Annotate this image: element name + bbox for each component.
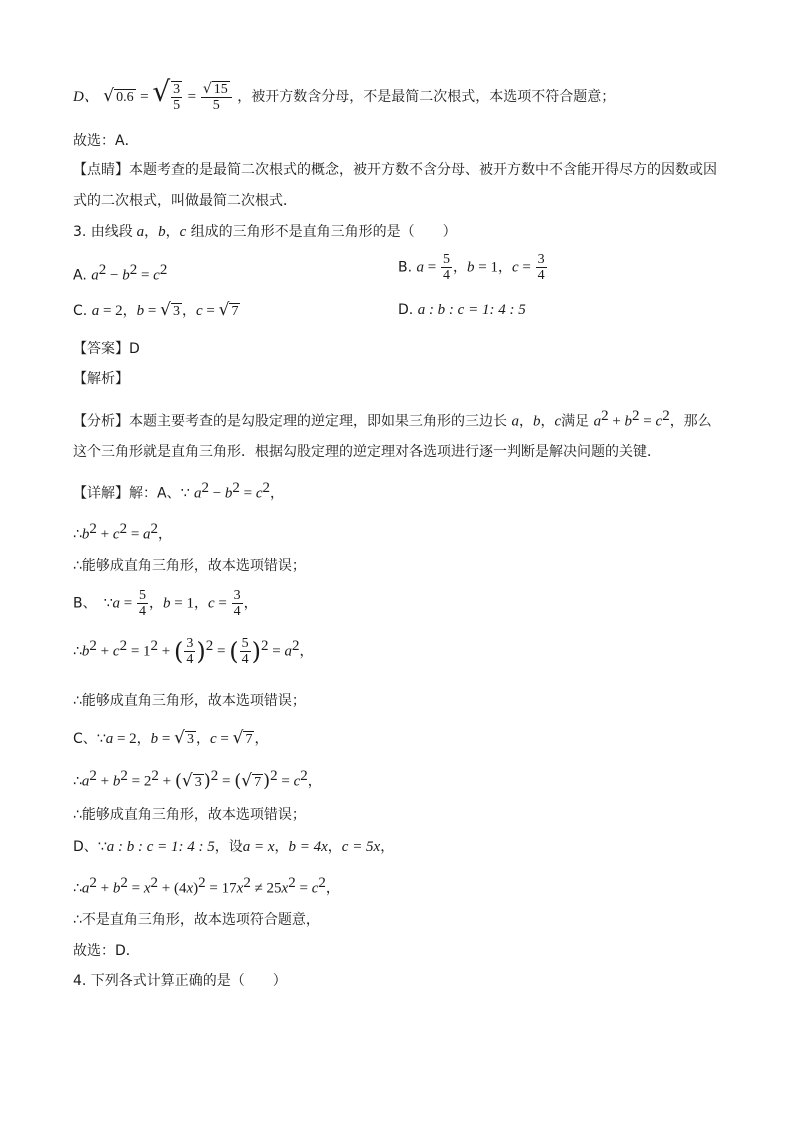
fenxi-label: 【分析】	[73, 413, 129, 430]
choose-a: 故选：A．	[73, 133, 139, 149]
sqrt-frac: √ $\frac{3}{5}$	[152, 75, 181, 113]
fenxi-line-2: 这个三角形就是直角三角形．根据勾股定理的逆定理对各选项进行逐一判断是解决问题的关键．	[73, 444, 661, 460]
answer: 【答案】D	[73, 341, 140, 357]
question-4-stem: 4. 下列各式计算正确的是（ ）	[73, 973, 287, 989]
answer-label: 【答案】	[73, 341, 129, 357]
step-d-conclusion: ∴不是直角三角形，故本选项符合题意，	[73, 912, 320, 928]
jiexi-label: 【解析】	[73, 371, 129, 387]
step-d-calc: $\therefore a^2 + b^2 = x^2 + (4x)^2 = 17x^2 \ne 25x^2 = c^2$，	[73, 875, 340, 897]
choose-d: 故选：D．	[73, 943, 140, 959]
xiangjie-line: 【详解】解：A、∵ $a^2 - b^2 = c^2$，	[73, 480, 285, 502]
dianjing-line-2: 式的二次根式，叫做最简二次根式．	[73, 193, 297, 209]
fenxi-line-1: 【分析】本题主要考查的是勾股定理的逆定理，即如果三角形的三边长 a，b，c满足 $a^2 + b^2 = c^2$，那么	[73, 408, 712, 430]
step-b-conclusion: ∴能够成直角三角形，故本选项错误；	[73, 693, 306, 709]
text: ，被开方数含分母，不是最简二次根式，本选项不符合题意；	[237, 89, 616, 105]
sqrt-expr: √ 0.6	[103, 86, 134, 106]
question-3-stem: 3. 由线段 a，b，c 组成的三角形不是直角三角形的是（ ）	[73, 224, 457, 240]
step-a-conclusion: ∴能够成直角三角形，故本选项错误；	[73, 558, 306, 574]
option-c[interactable]: C. a = 2，b = √ 3 ，c = √ 7	[73, 300, 239, 320]
option-b[interactable]: B. a = $\frac{5}{4}$ ，b = 1，c = $\frac{3}{4}$	[398, 252, 545, 283]
option-label: D、	[73, 89, 99, 105]
option-d[interactable]: D. a : b : c = 1: 4 : 5	[398, 302, 526, 318]
dianjing-line-1: 【点睛】本题考查的是最简二次根式的概念，被开方数不含分母、被开方数中不含能开得尽方的因数或因	[73, 162, 717, 178]
step-d-given: D、∵a : b : c = 1: 4 : 5，设a = x，b = 4x，c = 5x，	[73, 839, 395, 855]
step-b-given: B、 ∵a = $\frac{5}{4}$ ，b = 1，c = $\frac{3}{4}$ ，	[73, 588, 258, 619]
xiangjie-label: 【详解】	[73, 485, 129, 502]
step-a-therefore: $\therefore b^2 + c^2 = a^2$，	[73, 521, 173, 543]
option-a[interactable]: A. $a^2 - b^2 = c^2$	[73, 262, 168, 284]
step-b-calc: $\therefore b^2 + c^2 = 1^2$ + ( $\frac{3}{4}$ )$^2$ = ( $\frac{5}{4}$ )$^2 = a^2$，	[73, 636, 314, 668]
dianjing-label: 【点睛】	[73, 162, 129, 178]
step-c-calc: $\therefore a^2 + b^2 = 2^2$ + (√ 3 )$^2$ = (√ 7 )$^2 = c^2$，	[73, 768, 322, 792]
fraction: $\frac{√ 15}{5}$	[201, 81, 232, 112]
step-c-given: C、∵a = 2，b = √ 3 ，c = √ 7 ，	[73, 728, 269, 748]
step-c-conclusion: ∴能够成直角三角形，故本选项错误；	[73, 807, 306, 823]
line-d-option: D、 √ 0.6 = √ $\frac{3}{5}$ = $\frac{√ 15}{5}$ ，被开方数含分母，不是最简二次根式，本选项不符合题意；	[73, 75, 616, 113]
